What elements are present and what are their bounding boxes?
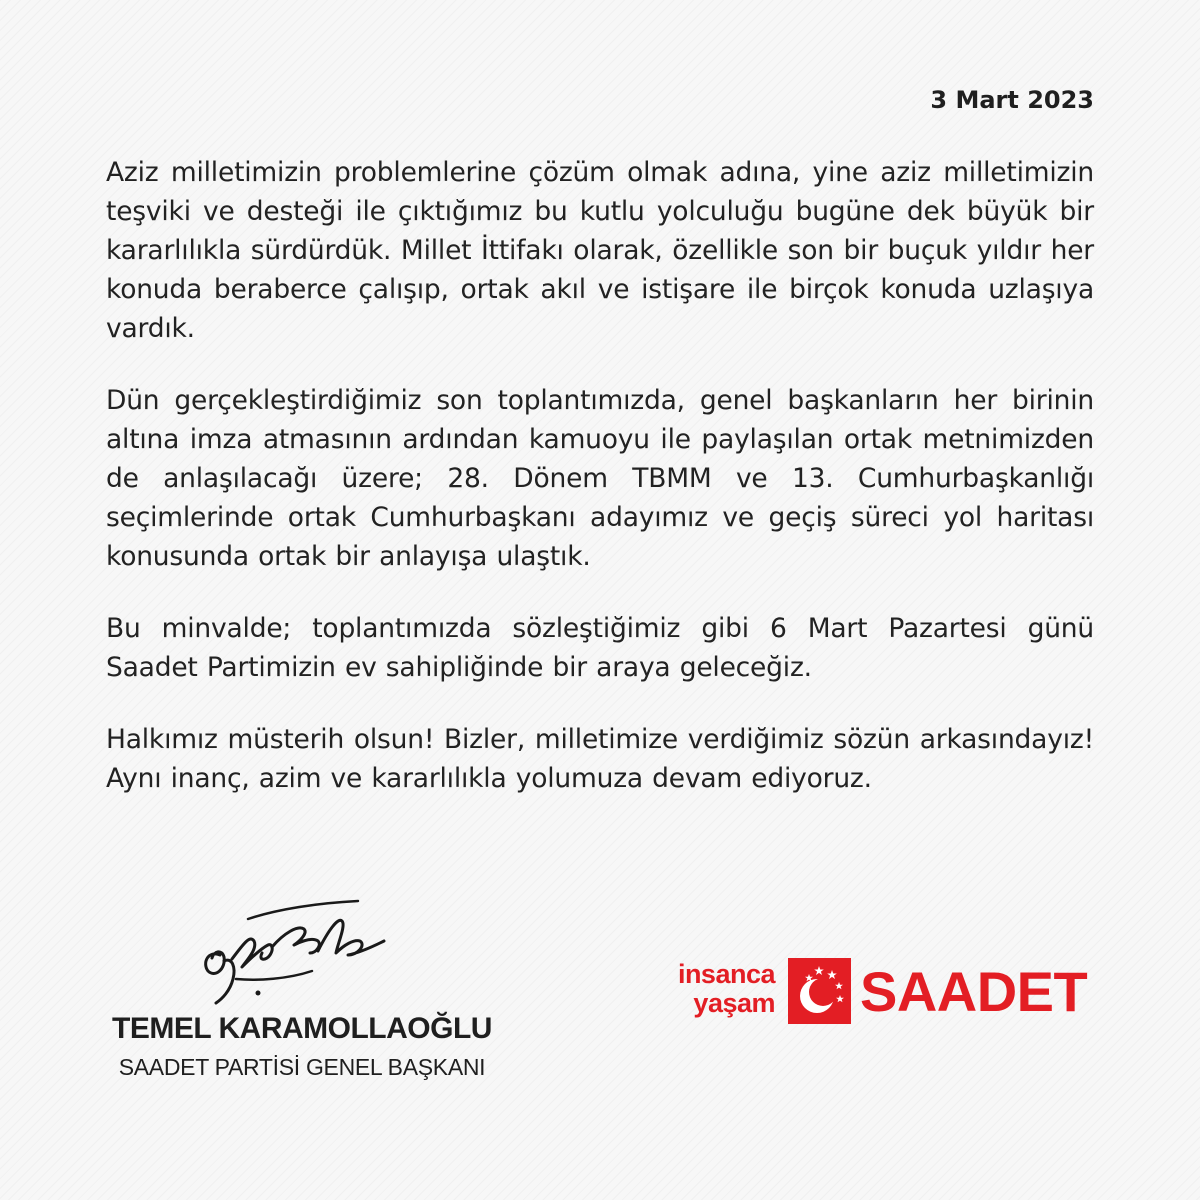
- signer-title: SAADET PARTİSİ GENEL BAŞKANI: [118, 1054, 486, 1080]
- paragraph: Dün gerçekleştirdiğimiz son toplantımızda, genel başkanların her birinin altına imza atmasının ardından kamuoyu ile paylaşılan ortak metnimizden de anlaşılacağı üzere; 28. Dönem TBMM ve 13. Cumhurbaşkanlığı seçimlerinde ortak Cumhurbaşkanı adayımız ve geçiş süreci yol haritası konusunda ortak bir anlayışa ulaştık.: [106, 385, 1094, 572]
- signer-name: TEMEL KARAMOLLAOĞLU: [112, 1012, 492, 1045]
- document-date: 3 Mart 2023: [930, 86, 1094, 114]
- letter-body: [106, 153, 1094, 831]
- slogan-line-1: insanca: [677, 959, 775, 989]
- crescent-and-stars-icon: [788, 958, 851, 1024]
- saadet-logo: [655, 958, 1095, 1026]
- paragraph: Bu minvalde; toplantımızda sözleştiğimiz gibi 6 Mart Pazartesi günü Saadet Partimizin ev sahipliğinde bir araya geleceğiz.: [106, 613, 1094, 683]
- slogan-line-2: yaşam: [693, 988, 775, 1018]
- brand-wordmark: SAADET: [860, 960, 1088, 1023]
- logo-slogan: [655, 960, 775, 1018]
- paragraph: Halkımız müsterih olsun! Bizler, milletimize verdiğimiz sözün arkasındayız! Aynı inanç, azim ve kararlılıkla yolumuza devam ediyoruz.: [106, 724, 1094, 794]
- paragraph: Aziz milletimizin problemlerine çözüm olmak adına, yine aziz milletimizin teşviki ve desteği ile çıktığımız bu kutlu yolculuğu bugüne dek büyük bir kararlılıkla sürdürdük. Millet İttifakı olarak, özellikle son bir buçuk yıldır her konuda beraberce çalışıp, ortak akıl ve istişare ile birçok konuda uzlaşıya vardık.: [106, 157, 1094, 344]
- handwritten-signature: [188, 895, 398, 1010]
